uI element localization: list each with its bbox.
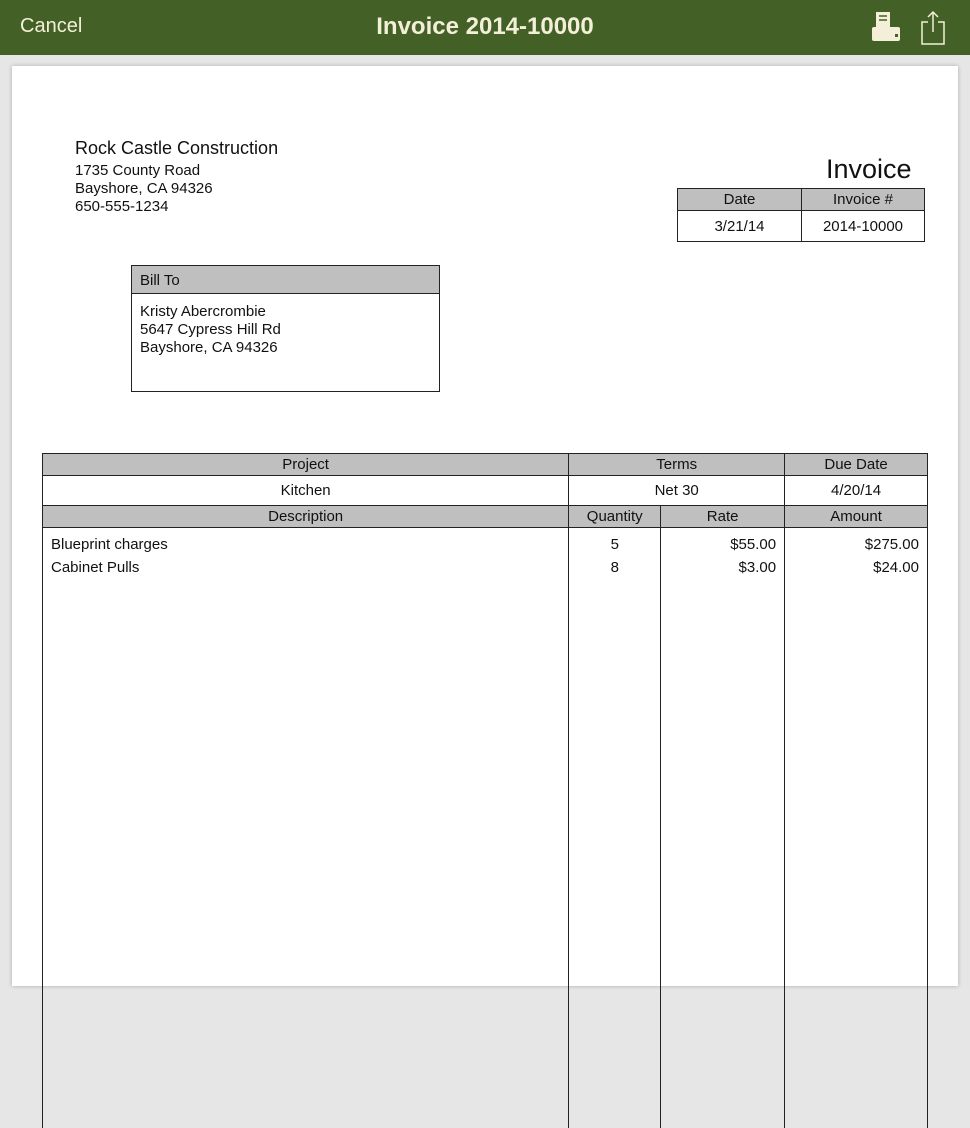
invoice-heading: Invoice — [826, 154, 912, 184]
invoice-document — [12, 66, 958, 986]
printer-icon[interactable] — [870, 10, 902, 49]
item-amount: $24.00 — [873, 559, 919, 576]
company-address-line1: 1735 County Road — [75, 162, 201, 179]
bill-to-label: Bill To — [132, 266, 439, 294]
rate-header: Rate — [661, 506, 785, 528]
date-label: Date — [678, 189, 802, 211]
item-rate: $3.00 — [738, 559, 777, 576]
project-label: Project — [43, 454, 569, 476]
item-amount: $275.00 — [864, 536, 919, 553]
item-quantity: 5 — [610, 536, 619, 553]
item-description: Cabinet Pulls — [51, 559, 140, 576]
nav-bar — [0, 0, 970, 55]
bill-to-address2: Bayshore, CA 94326 — [140, 339, 278, 356]
item-quantity: 8 — [610, 559, 619, 576]
line-items-table — [42, 453, 928, 1128]
quantity-header: Quantity — [569, 506, 661, 528]
company-phone: 650-555-1234 — [75, 198, 169, 215]
amount-header: Amount — [785, 506, 928, 528]
terms-value: Net 30 — [569, 476, 785, 506]
due-date-label: Due Date — [785, 454, 928, 476]
page-title: Invoice 2014-10000 — [376, 13, 594, 40]
invoice-info-table — [677, 188, 925, 242]
terms-label: Terms — [569, 454, 785, 476]
company-name: Rock Castle Construction — [75, 138, 279, 158]
company-address-line2: Bayshore, CA 94326 — [75, 180, 213, 197]
bill-to-name: Kristy Abercrombie — [140, 303, 266, 320]
invoice-number: 2014-10000 — [802, 211, 925, 242]
project-value: Kitchen — [43, 476, 569, 506]
bill-to-box — [131, 265, 440, 392]
description-header: Description — [43, 506, 569, 528]
due-date-value: 4/20/14 — [785, 476, 928, 506]
share-icon[interactable] — [919, 10, 947, 51]
item-rate: $55.00 — [730, 536, 777, 553]
bill-to-address1: 5647 Cypress Hill Rd — [140, 321, 281, 338]
invoice-date: 3/21/14 — [678, 211, 802, 242]
cancel-button[interactable]: Cancel — [20, 15, 83, 37]
invoice-number-label: Invoice # — [802, 189, 925, 211]
item-description: Blueprint charges — [51, 536, 168, 553]
